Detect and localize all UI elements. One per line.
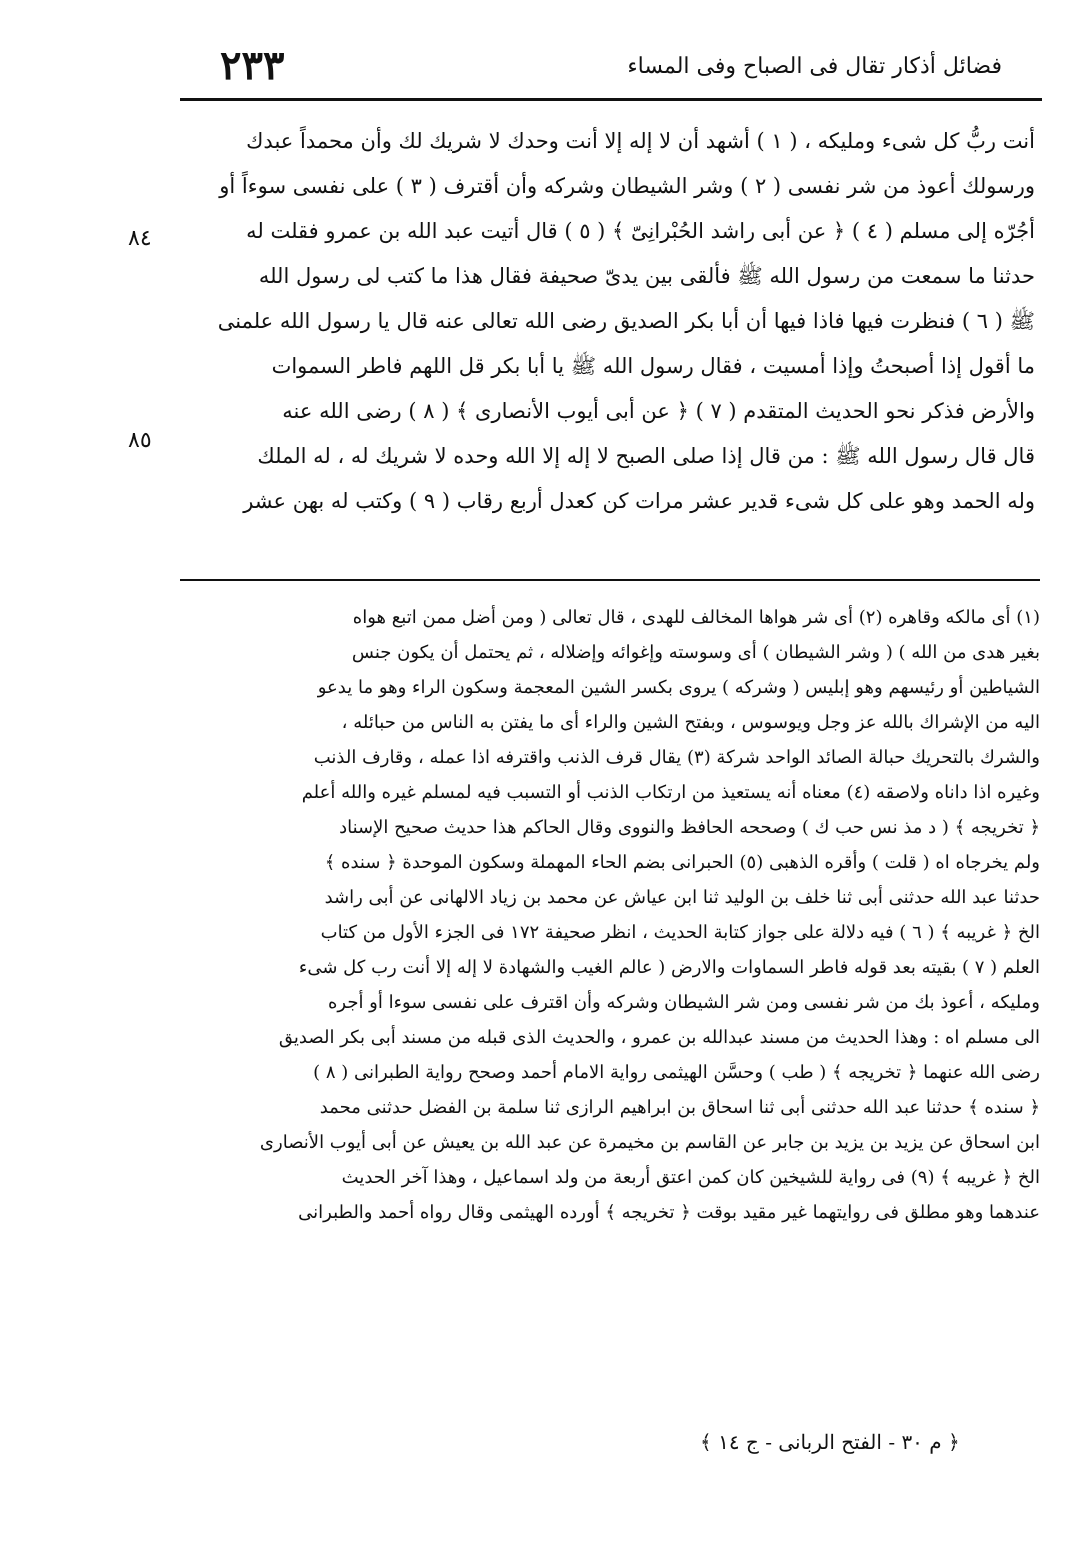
note-line: رضى الله عنهما ﴿ تخريجه ﴾ ( طب ) وحسَّن الهيثمى رواية الامام أحمد وصحح رواية الطبرانى ( ٨ ) [313,1062,1040,1083]
hadith-number: ٨٤ [128,226,152,251]
main-line: أجُرّه إلى مسلم ( ٤ ) ﴿ عن أبى راشد الحُبْرانِىّ ﴾ ( ٥ ) قال أتيت عبد الله بن عمرو فقلت له [246,219,1035,243]
note-line: ﴿ تخريجه ﴾ ( د مذ نس حب ك ) وصححه الحافظ والنووى وقال الحاكم هذا حديث صحيح الإسناد [339,817,1040,838]
main-line: وله الحمد وهو على كل شىء قدير عشر مرات كن كعدل أربع رقاب ( ٩ ) وكتب له بهن عشر [243,489,1035,513]
note-line: ولم يخرجاه اه ( قلت ) وأقره الذهبى (٥) الحبرانى بضم الحاء المهملة وسكون الموحدة ﴿ سنده ﴾ [324,852,1040,873]
note-line: الى مسلم اه : وهذا الحديث من مسند عبدالله بن عمرو ، والحديث الذى قبله من مسند أبى بكر الصديق [278,1027,1040,1048]
note-line: وغيره اذا داناه ولاصقه (٤) معناه أنه يستعيذ من ارتكاب الذنب أو التسبب فيه لمسلم غيره والله أعلم [301,782,1040,803]
footnote-divider [180,579,1040,581]
main-text [195,124,1035,529]
main-line: قال قال رسول الله ﷺ : من قال إذا صلى الصبح لا إله إلا الله وحده لا شريك له ، له الملك [257,444,1035,468]
note-line: حدثنا عبد الله حدثنى أبى ثنا خلف بن الوليد ثنا ابن عياش عن محمد بن زياد الالهانى عن أبى راشد [324,887,1040,908]
note-line: اليه من الإشراك بالله عز وجل ويوسوس ، وبفتح الشين والراء أى ما يفتن به الناس من حبائله ، [341,712,1040,733]
main-line: ما أقول إذا أصبحتُ وإذا أمسيت ، فقال رسول الله ﷺ يا أبا بكر قل اللهم فاطر السموات [271,354,1035,378]
page-header [180,40,1042,100]
main-line: أنت ربُّ كل شىء ومليكه ، ( ١ ) أشهد أن لا إله إلا أنت وحدك لا شريك لك وأن محمداً عبدك [246,129,1035,153]
main-line: والأرض فذكر نحو الحديث المتقدم ( ٧ ) ﴿ عن أبى أيوب الأنصارى ﴾ ( ٨ ) رضى الله عنه [282,399,1035,423]
note-line: الخ ﴿ غريبه ﴾ ( ٦ ) فيه دلالة على جواز كتابة الحديث ، انظر صحيفة ١٧٢ فى الجزء الأول من كتاب [320,922,1040,943]
note-line: ابن اسحاق عن يزيد بن يزيد بن جابر عن القاسم بن مخيمرة عن عبد الله بن يعيش عن أبى أيوب الأنصارى [259,1132,1040,1153]
note-line: (١) أى مالكه وقاهره (٢) أى شر هواها المخالف للهدى ، قال تعالى ( ومن أضل ممن اتبع هواه [352,607,1040,628]
note-line: عندهما وهو مطلق فى روايتهما غير مقيد بوقت ﴿ تخريجه ﴾ أورده الهيثمى وقال رواه أحمد والطبرانى [298,1202,1040,1223]
main-line: حدثنا ما سمعت من رسول الله ﷺ فألقى بين يدىّ صحيفة فقال هذا ما كتب لى رسول الله [258,264,1035,288]
note-line: ومليكه ، أعوذ بك من شر نفسى ومن شر الشيطان وشركه وأن اقترف على نفسى سوءا أو أجره [327,992,1040,1013]
main-line: ﷺ ( ٦ ) فنظرت فيها فاذا فيها أن أبا بكر الصديق رضى الله تعالى عنه قال يا رسول الله علمنى [217,309,1035,333]
note-line: والشرك بالتحريك حبالة الصائد الواحد شركة (٣) يقال قرف الذنب واقترفه اذا عمله ، وقارف الذنب [313,747,1040,768]
note-line: الخ ﴿ غريبه ﴾ (٩) فى رواية للشيخين كان كمن اعتق أربعة من ولد اسماعيل ، وهذا آخر الحديث [341,1167,1040,1188]
note-line: بغير هدى من الله ) ( وشر الشيطان ) أى وسوسته وإغوائه وإضلاله ، ثم يحتمل أن يكون جنس [351,642,1040,663]
note-line: ﴿ سنده ﴾ حدثنا عبد الله حدثنى أبى ثنا اسحاق بن ابراهيم الرازى ثنا سلمة بن الفضل حدثنى محمد [319,1097,1040,1118]
note-line: العلم ( ٧ ) بقيته بعد قوله فاطر السماوات والارض ( عالم الغيب والشهادة لا إله إلا أنت رب كل شىء [298,957,1040,978]
page-number: ٢٣٣ [220,42,285,89]
running-title: فضائل أذكار تقال فى الصباح وفى المساء [627,54,1002,79]
main-line: ورسولك أعوذ من شر نفسى ( ٢ ) وشر الشيطان وشركه وأن أقترف ( ٣ ) على نفسى سوءاً أو [219,174,1035,198]
signature-mark: ﴿ م ٣٠ - الفتح الربانى - ج ١٤ ﴾ [700,1430,960,1454]
note-line: الشياطين أو رئيسهم وهو إبليس ( وشركه ) يروى بكسر الشين المعجمة وسكون الراء وهو ما يدعو [317,677,1040,698]
hadith-number: ٨٥ [128,428,152,453]
footnotes [190,605,1040,1235]
header-rule [180,98,1042,101]
